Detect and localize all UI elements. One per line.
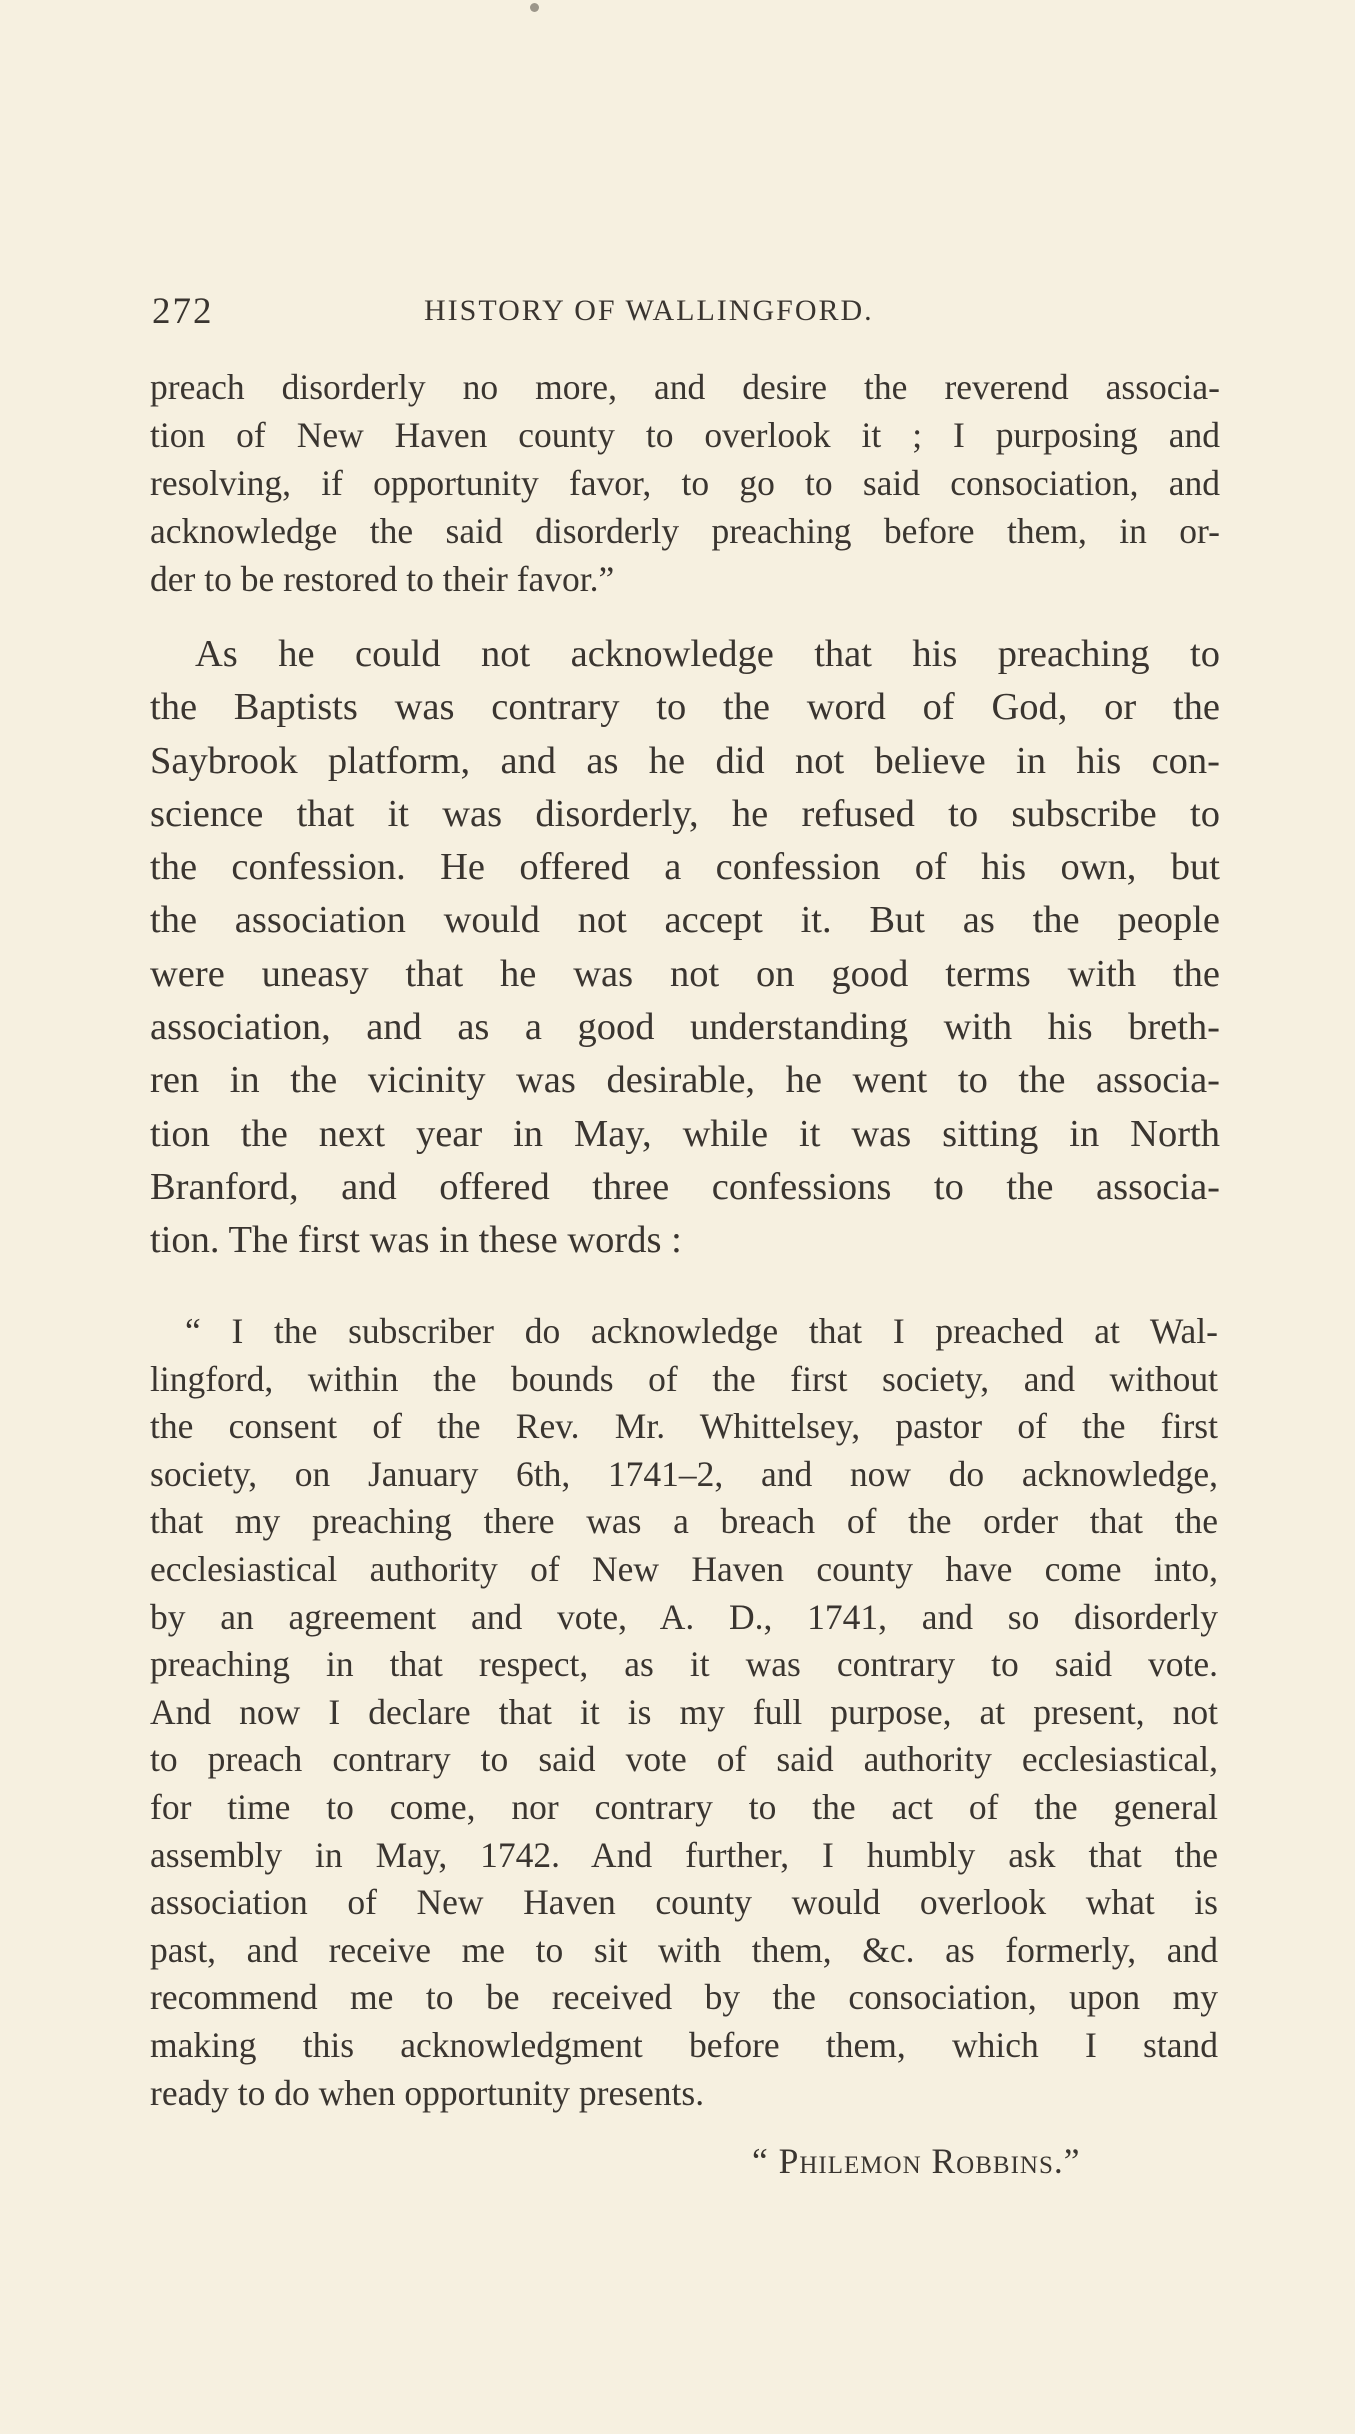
- signature-text: “ Philemon Robbins.”: [752, 2141, 1081, 2181]
- text-line: association of New Haven county would overlook what is: [150, 1882, 1218, 1923]
- text-line: As he could not acknowledge that his preaching to: [195, 633, 1220, 675]
- text-line: acknowledge the said disorderly preaching before them, in or-: [150, 511, 1220, 551]
- text-line: ren in the vicinity was desirable, he went to the associa-: [150, 1059, 1220, 1102]
- text-line: tion the next year in May, while it was sitting in North: [150, 1112, 1220, 1155]
- text-line: association, and as a good understanding with his breth-: [150, 1006, 1220, 1049]
- paragraph-continuation: [150, 363, 1220, 603]
- text-line: Saybrook platform, and as he did not believe in his con-: [150, 739, 1220, 782]
- text-line: past, and receive me to sit with them, &c. as formerly, and: [150, 1929, 1218, 1970]
- text-line: lingford, within the bounds of the first society, and without: [150, 1358, 1218, 1399]
- text-line: assembly in May, 1742. And further, I humbly ask that the: [150, 1834, 1218, 1875]
- text-line: Branford, and offered three confessions to the associa-: [150, 1165, 1220, 1208]
- running-title: HISTORY OF WALLINGFORD.: [424, 294, 874, 327]
- text-line: ecclesiastical authority of New Haven county have come into,: [150, 1548, 1218, 1589]
- page-number: 272: [152, 291, 214, 332]
- text-line: society, on January 6th, 1741–2, and now do acknowledge,: [150, 1453, 1218, 1494]
- text-line: tion. The first was in these words :: [150, 1219, 682, 1262]
- text-line: “ I the subscriber do acknowledge that I preached at Wal-: [185, 1311, 1218, 1351]
- text-line: resolving, if opportunity favor, to go to said consociation, and: [150, 463, 1220, 503]
- text-line: were uneasy that he was not on good terms with the: [150, 952, 1220, 995]
- text-line: the consent of the Rev. Mr. Whittelsey, pastor of the first: [150, 1406, 1218, 1447]
- text-line: ready to do when opportunity presents.: [150, 2072, 705, 2113]
- text-line: der to be restored to their favor.”: [150, 559, 615, 599]
- text-line: the confession. He offered a confession of his own, but: [150, 846, 1220, 889]
- page-speck: [530, 3, 539, 12]
- text-line: preach disorderly no more, and desire the reverend associa-: [150, 367, 1220, 407]
- quoted-confession: [150, 1308, 1218, 2117]
- text-line: that my preaching there was a breach of the order that the: [150, 1501, 1218, 1542]
- text-line: the association would not accept it. But as the people: [150, 899, 1220, 942]
- text-line: by an agreement and vote, A. D., 1741, and so disorderly: [150, 1596, 1218, 1637]
- text-line: And now I declare that it is my full purpose, at present, not: [150, 1691, 1218, 1732]
- text-line: tion of New Haven county to overlook it ; I purposing and: [150, 415, 1220, 455]
- signature: [752, 2140, 1081, 2182]
- text-line: the Baptists was contrary to the word of God, or the: [150, 686, 1220, 729]
- text-line: making this acknowledgment before them, which I stand: [150, 2024, 1218, 2065]
- text-line: science that it was disorderly, he refused to subscribe to: [150, 792, 1220, 835]
- text-line: to preach contrary to said vote of said authority ecclesiastical,: [150, 1739, 1218, 1780]
- page-header: [152, 290, 942, 340]
- paragraph-main: [150, 628, 1220, 1268]
- text-line: for time to come, nor contrary to the act of the general: [150, 1786, 1218, 1827]
- text-line: preaching in that respect, as it was contrary to said vote.: [150, 1644, 1218, 1685]
- text-line: recommend me to be received by the consociation, upon my: [150, 1977, 1218, 2018]
